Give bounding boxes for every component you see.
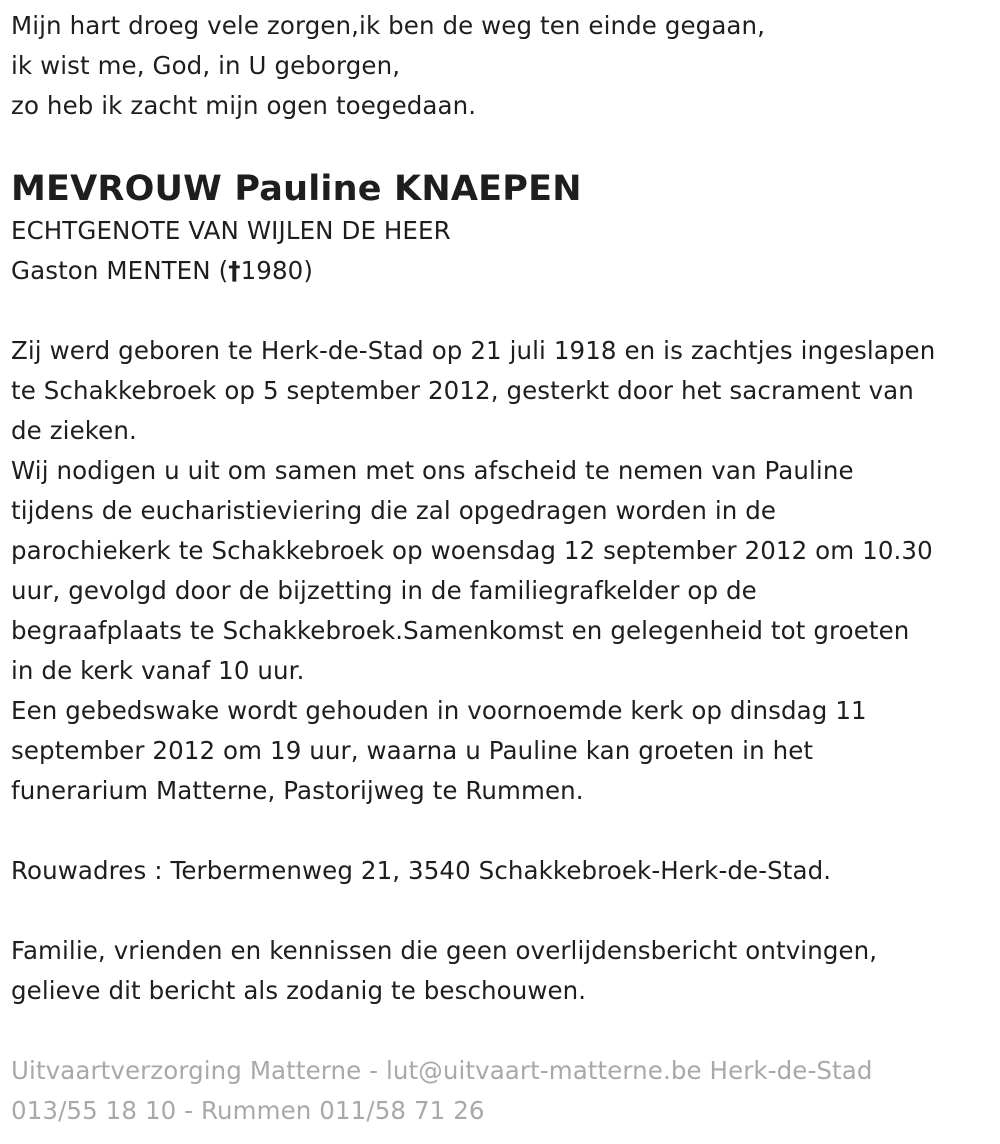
deceased-block bbox=[11, 168, 996, 291]
body-line: Zij werd geboren te Herk-de-Stad op 21 juli 1918 en is zachtjes ingeslapen bbox=[11, 336, 936, 365]
cross-icon: † bbox=[228, 256, 241, 285]
spouse-prefix: Gaston MENTEN ( bbox=[11, 256, 229, 285]
body-line: Een gebedswake wordt gehouden in voornoemde kerk op dinsdag 11 bbox=[11, 696, 867, 725]
spacer bbox=[11, 291, 996, 331]
spacer bbox=[11, 1011, 996, 1051]
poem bbox=[11, 6, 996, 126]
spouse-suffix: 1980) bbox=[240, 256, 314, 285]
mourning-address: Rouwadres : Terbermenweg 21, 3540 Schakkebroek-Herk-de-Stad. bbox=[11, 856, 832, 885]
footer-line: 013/55 18 10 - Rummen 011/58 71 26 bbox=[11, 1096, 485, 1125]
notice-line: Familie, vrienden en kennissen die geen overlijdensbericht ontvingen, bbox=[11, 936, 878, 965]
deceased-name: MEVROUW Pauline KNAEPEN bbox=[11, 169, 582, 209]
notice-line: gelieve dit bericht als zodanig te beschouwen. bbox=[11, 976, 587, 1005]
body-line: parochiekerk te Schakkebroek op woensdag 12 september 2012 om 10.30 bbox=[11, 536, 933, 565]
body-line: begraafplaats te Schakkebroek.Samenkomst en gelegenheid tot groeten bbox=[11, 616, 910, 645]
body-line: september 2012 om 19 uur, waarna u Pauline kan groeten in het bbox=[11, 736, 814, 765]
spacer bbox=[11, 126, 996, 166]
relation-line: ECHTGENOTE VAN WIJLEN DE HEER bbox=[11, 216, 451, 245]
body-line: uur, gevolgd door de bijzetting in de familiegrafkelder op de bbox=[11, 576, 757, 605]
poem-line: zo heb ik zacht mijn ogen toegedaan. bbox=[11, 91, 477, 120]
footer-line: Uitvaartverzorging Matterne - lut@uitvaart-matterne.be Herk-de-Stad bbox=[11, 1056, 873, 1085]
body-line: te Schakkebroek op 5 september 2012, gesterkt door het sacrament van bbox=[11, 376, 914, 405]
funeral-director-footer bbox=[11, 1051, 996, 1131]
notice bbox=[11, 931, 996, 1011]
spacer bbox=[11, 811, 996, 851]
announcement-body bbox=[11, 331, 996, 811]
spouse-line bbox=[11, 251, 996, 291]
poem-line: Mijn hart droeg vele zorgen,ik ben de weg ten einde gegaan, bbox=[11, 11, 766, 40]
body-line: in de kerk vanaf 10 uur. bbox=[11, 656, 305, 685]
body-line: tijdens de eucharistieviering die zal opgedragen worden in de bbox=[11, 496, 777, 525]
body-line: de zieken. bbox=[11, 416, 137, 445]
spacer bbox=[11, 891, 996, 931]
body-line: Wij nodigen u uit om samen met ons afscheid te nemen van Pauline bbox=[11, 456, 854, 485]
obituary-document bbox=[11, 6, 996, 1131]
body-line: funerarium Matterne, Pastorijweg te Rummen. bbox=[11, 776, 584, 805]
poem-line: ik wist me, God, in U geborgen, bbox=[11, 51, 401, 80]
